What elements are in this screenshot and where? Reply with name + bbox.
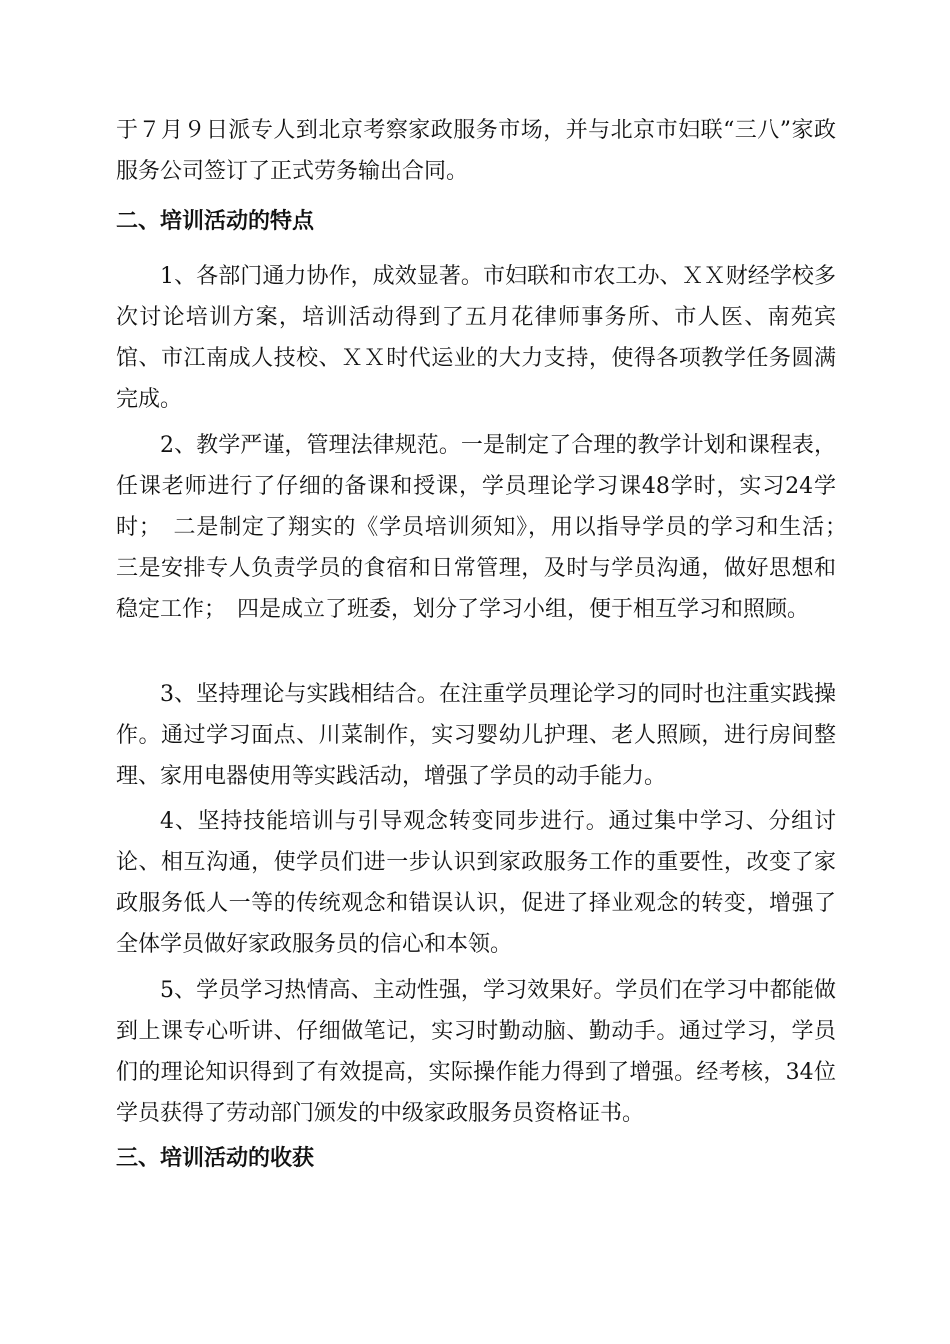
- point-1-paragraph: 1、各部门通力协作，成效显著。市妇联和市农工办、ＸＸ财经学校多次讨论培训方案，培训活动得到了五月花律师事务所、市人医、南苑宾馆、市江南成人技校、ＸＸ时代运业的大力支持，使得各项教学任务圆满完成。: [116, 264, 836, 412]
- intro-paragraph: 于７月９日派专人到北京考察家政服务市场，并与北京市妇联“三八”家政服务公司签订了正式劳务输出合同。: [116, 118, 836, 184]
- point-5-paragraph: 5、学员学习热情高、主动性强，学习效果好。学员们在学习中都能做到上课专心听讲、仔细做笔记，实习时勤动脑、勤动手。通过学习，学员们的理论知识得到了有效提高，实际操作能力得到了增强。经考核，34位学员获得了劳动部门颁发的中级家政服务员资格证书。: [116, 978, 836, 1126]
- section-two-heading: 二、培训活动的特点: [116, 208, 315, 234]
- point-3-paragraph: 3、坚持理论与实践相结合。在注重学员理论学习的同时也注重实践操作。通过学习面点、川菜制作，实习婴幼儿护理、老人照顾，进行房间整理、家用电器使用等实践活动，增强了学员的动手能力。: [116, 682, 836, 789]
- point-2-paragraph: 2、教学严谨，管理法律规范。一是制定了合理的教学计划和课程表，任课老师进行了仔细的备课和授课，学员理论学习课48学时，实习24学时； 二是制定了翔实的《学员培训须知》，用以指导学员的学习和生活； 三是安排专人负责学员的食宿和日常管理，及时与学员沟通，做好思想和稳定工作； 四是成立了班委，划分了学习小组，便于相互学习和照顾。: [116, 433, 859, 622]
- point-4-paragraph: 4、坚持技能培训与引导观念转变同步进行。通过集中学习、分组讨论、相互沟通，使学员们进一步认识到家政服务工作的重要性，改变了家政服务低人一等的传统观念和错误认识，促进了择业观念的转变，增强了全体学员做好家政服务员的信心和本领。: [116, 809, 836, 957]
- section-three-heading: 三、培训活动的收获: [116, 1145, 315, 1171]
